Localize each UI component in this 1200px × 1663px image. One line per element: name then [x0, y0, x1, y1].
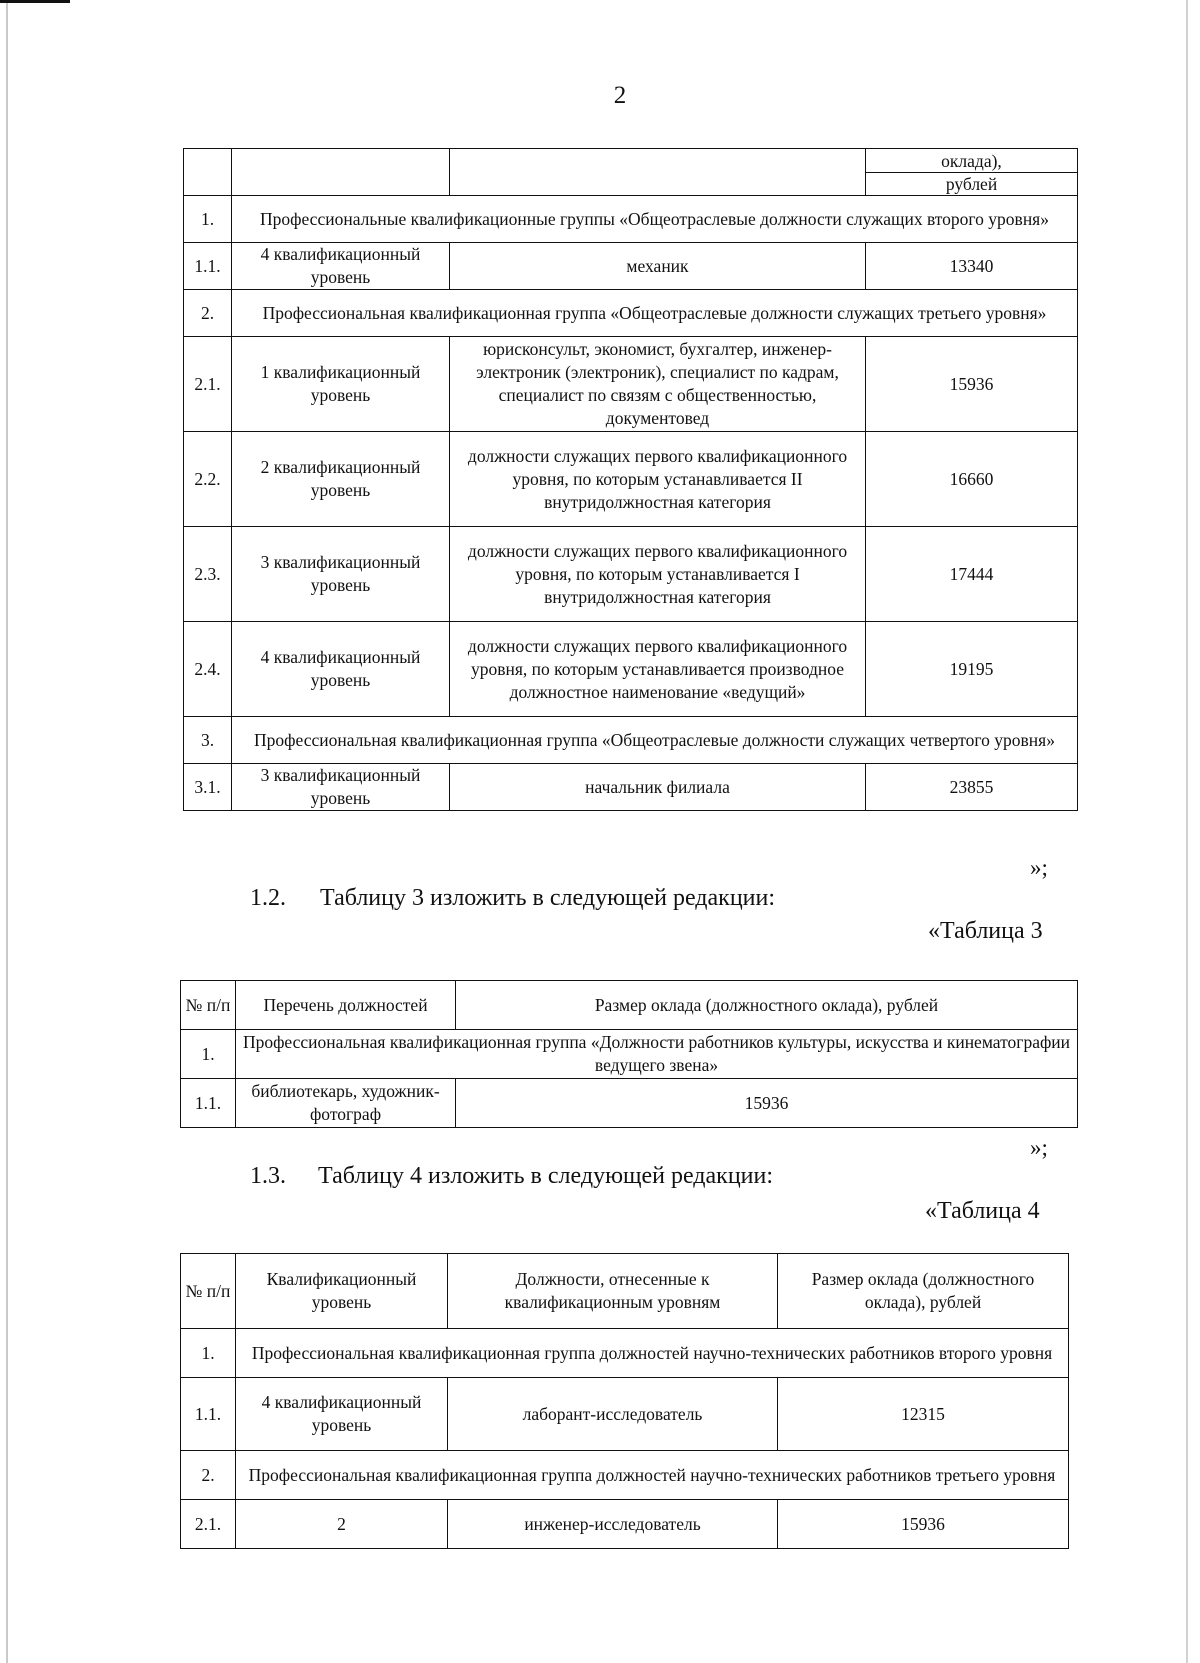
positions: начальник филиала: [450, 764, 866, 811]
row-number: 1.1.: [181, 1378, 236, 1451]
header-cell-empty: [232, 149, 450, 196]
qualification-level: 2: [236, 1500, 448, 1549]
table-row: [184, 527, 1078, 622]
salary: 12315: [778, 1378, 1069, 1451]
header-cell: Размер оклада (должностного оклада), рублей: [778, 1254, 1069, 1329]
header-cell-salary: [866, 149, 1078, 196]
header-cell: Размер оклада (должностного оклада), рублей: [456, 981, 1078, 1030]
table-row: [181, 1079, 1078, 1128]
row-number: 1.1.: [181, 1079, 236, 1128]
table-row: [184, 337, 1078, 432]
qualification-level: 4 квалификационный уровень: [232, 622, 450, 717]
table-row: [181, 1378, 1069, 1451]
salary: 19195: [866, 622, 1078, 717]
table-row: [184, 290, 1078, 337]
row-number: 2.2.: [184, 432, 232, 527]
row-number: 3.: [184, 717, 232, 764]
header-fragment: оклада),: [866, 150, 1077, 173]
table-row: [184, 196, 1078, 243]
table-row: [184, 432, 1078, 527]
salary: 16660: [866, 432, 1078, 527]
positions: лаборант-исследователь: [448, 1378, 778, 1451]
group-title: Профессиональная квалификационная группа «Общеотраслевые должности служащих четвертого уровня»: [232, 717, 1078, 764]
positions: должности служащих первого квалификационного уровня, по которым устанавливается производное должностное наименование «ведущий»: [450, 622, 866, 717]
qualification-level: 2 квалификационный уровень: [232, 432, 450, 527]
table-row: [184, 764, 1078, 811]
table-2: [183, 148, 1078, 811]
group-title: Профессиональные квалификационные группы «Общеотраслевые должности служащих второго уровня»: [232, 196, 1078, 243]
row-number: 3.1.: [184, 764, 232, 811]
qualification-level: 4 квалификационный уровень: [232, 243, 450, 290]
table-row: [184, 243, 1078, 290]
qualification-level: 3 квалификационный уровень: [232, 764, 450, 811]
scan-edge-left: [6, 0, 8, 1663]
header-cell-empty: [184, 149, 232, 196]
row-number: 2.1.: [181, 1500, 236, 1549]
header-cell: Квалификационный уровень: [236, 1254, 448, 1329]
row-number: 1.1.: [184, 243, 232, 290]
table-row: [181, 1030, 1078, 1079]
salary: 15936: [778, 1500, 1069, 1549]
header-cell: № п/п: [181, 981, 236, 1030]
row-number: 2.4.: [184, 622, 232, 717]
group-title: Профессиональная квалификационная группа должностей научно-технических работников третьего уровня: [236, 1451, 1069, 1500]
group-title: Профессиональная квалификационная группа «Должности работников культуры, искусства и кинематографии ведущего звена»: [236, 1030, 1078, 1079]
table-3: [180, 980, 1078, 1128]
header-cell-empty: [450, 149, 866, 196]
qualification-level: 3 квалификационный уровень: [232, 527, 450, 622]
row-number: 2.1.: [184, 337, 232, 432]
row-number: 1.: [184, 196, 232, 243]
scan-edge-top: [0, 0, 70, 3]
table-row: [184, 717, 1078, 764]
table-4: [180, 1253, 1069, 1549]
table-3-caption: «Таблица 3: [928, 918, 1043, 944]
table-3-closing-quote: »;: [1030, 1135, 1048, 1160]
positions: должности служащих первого квалификационного уровня, по которым устанавливается I внутридолжностная категория: [450, 527, 866, 622]
positions: должности служащих первого квалификационного уровня, по которым устанавливается II внутридолжностная категория: [450, 432, 866, 527]
positions: библиотекарь, художник-фотограф: [236, 1079, 456, 1128]
section-1-3-text: Таблицу 4 изложить в следующей редакции:: [318, 1163, 774, 1189]
table-4-caption: «Таблица 4: [925, 1198, 1040, 1224]
table-2-closing-quote: »;: [1030, 855, 1048, 880]
section-1-2-number: 1.2.: [250, 885, 286, 911]
row-number: 2.3.: [184, 527, 232, 622]
section-1-3-number: 1.3.: [250, 1163, 286, 1189]
header-fragment: рублей: [945, 173, 998, 194]
header-cell: Должности, отнесенные к квалификационным уровням: [448, 1254, 778, 1329]
scan-edge-right: [1186, 0, 1188, 1663]
page-number: 2: [613, 82, 627, 109]
row-number: 1.: [181, 1329, 236, 1378]
group-title: Профессиональная квалификационная группа должностей научно-технических работников второго уровня: [236, 1329, 1069, 1378]
qualification-level: 4 квалификационный уровень: [236, 1378, 448, 1451]
table-header-row: [181, 1254, 1069, 1329]
salary: 15936: [456, 1079, 1078, 1128]
table-row: [181, 1329, 1069, 1378]
row-number: 1.: [181, 1030, 236, 1079]
qualification-level: 1 квалификационный уровень: [232, 337, 450, 432]
table-header-row: [184, 149, 1078, 196]
row-number: 2.: [181, 1451, 236, 1500]
positions: механик: [450, 243, 866, 290]
salary: 13340: [866, 243, 1078, 290]
group-title: Профессиональная квалификационная группа «Общеотраслевые должности служащих третьего уровня»: [232, 290, 1078, 337]
table-row: [181, 1451, 1069, 1500]
header-cell: Перечень должностей: [236, 981, 456, 1030]
salary: 23855: [866, 764, 1078, 811]
positions: инженер-исследователь: [448, 1500, 778, 1549]
table-header-row: [181, 981, 1078, 1030]
salary: 15936: [866, 337, 1078, 432]
section-1-2-text: Таблицу 3 изложить в следующей редакции:: [320, 885, 776, 911]
positions: юрисконсульт, экономист, бухгалтер, инженер-электроник (электроник), специалист по кадрам, специалист по связям с общественностью, документовед: [450, 337, 866, 432]
table-row: [181, 1500, 1069, 1549]
salary: 17444: [866, 527, 1078, 622]
row-number: 2.: [184, 290, 232, 337]
header-cell: № п/п: [181, 1254, 236, 1329]
table-row: [184, 622, 1078, 717]
